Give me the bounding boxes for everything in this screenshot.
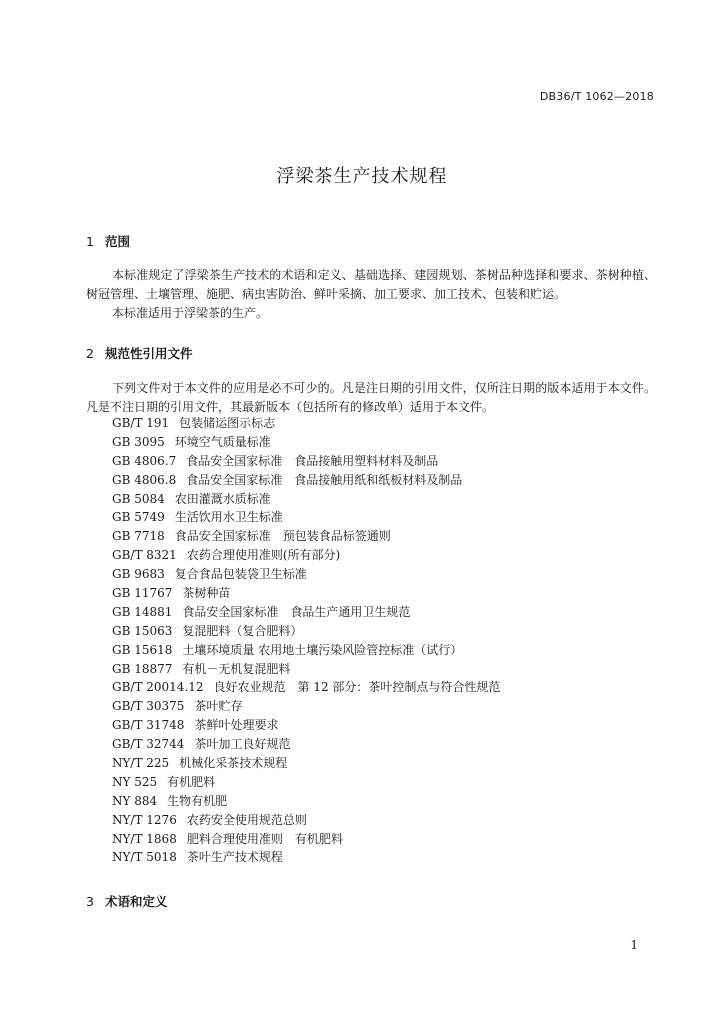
reference-item xyxy=(112,811,500,830)
reference-title: 茶树种苗 xyxy=(182,586,231,601)
page-number: 1 xyxy=(630,938,638,952)
reference-code: GB/T 32744 xyxy=(112,737,185,752)
reference-title: 环境空气质量标准 xyxy=(174,434,271,449)
section-title: 术语和定义 xyxy=(105,894,168,909)
reference-item xyxy=(112,678,500,697)
section-heading-normative-references xyxy=(86,344,193,362)
reference-title: 土壤环境质量 农用地土壤污染风险管控标准（试行） xyxy=(182,642,463,657)
reference-code: GB 3095 xyxy=(112,434,165,449)
reference-item xyxy=(112,584,500,603)
reference-item xyxy=(112,773,500,792)
reference-item xyxy=(112,508,500,527)
reference-item xyxy=(112,716,500,735)
reference-title: 有机肥料 xyxy=(167,774,216,789)
reference-title: 包装储运图示标志 xyxy=(179,416,276,430)
reference-title: 生物有机肥 xyxy=(167,793,228,808)
section-heading-terms-and-definitions xyxy=(86,892,168,910)
reference-title: 有机－无机复混肥料 xyxy=(182,661,291,676)
reference-item xyxy=(112,603,500,622)
reference-item xyxy=(112,527,500,546)
reference-item xyxy=(112,792,500,811)
reference-item xyxy=(112,754,500,773)
reference-title: 机械化采茶技术规程 xyxy=(179,756,288,771)
reference-title: 农药安全使用规范总则 xyxy=(186,812,307,827)
paragraph xyxy=(86,304,656,323)
reference-code: GB 4806.8 xyxy=(112,472,177,487)
reference-code: GB/T 31748 xyxy=(112,718,185,733)
reference-item xyxy=(112,471,500,490)
reference-title: 良好农业规范 第 12 部分：茶叶控制点与符合性规范 xyxy=(213,680,501,695)
reference-title: 生活饮用水卫生标准 xyxy=(174,510,283,525)
reference-title: 复混肥料（复合肥料） xyxy=(182,623,303,638)
reference-title: 农药合理使用准则(所有部分) xyxy=(186,548,341,563)
reference-title: 农田灌溉水质标准 xyxy=(174,491,271,506)
section-title: 范围 xyxy=(105,234,131,249)
paragraph-text: 本标准适用于浮梁茶的生产。 xyxy=(112,306,269,320)
document-code: DB36/T 1062—2018 xyxy=(539,90,654,103)
reference-item xyxy=(112,565,500,584)
reference-item xyxy=(112,452,500,471)
reference-code: NY/T 1868 xyxy=(112,831,177,846)
paragraph-text: 下列文件对于本文件的应用是必不可少的。凡是注日期的引用文件，仅所注日期的版本适用于本文件。凡是不注日期的引用文件，其最新版本（包括所有的修改单）适用于本文件。 xyxy=(86,381,656,414)
reference-code: GB/T 8321 xyxy=(112,548,177,563)
reference-code: GB/T 191 xyxy=(112,416,170,430)
reference-item xyxy=(112,433,500,452)
section-heading-scope xyxy=(86,232,130,250)
reference-code: NY 884 xyxy=(112,793,158,808)
reference-item xyxy=(112,697,500,716)
reference-code: GB 14881 xyxy=(112,604,173,619)
paragraph xyxy=(86,379,656,417)
reference-title: 复合食品包装袋卫生标准 xyxy=(174,567,307,582)
reference-code: GB/T 20014.12 xyxy=(112,680,204,695)
section-number: 1 xyxy=(86,234,94,249)
reference-item xyxy=(112,622,500,641)
reference-code: NY/T 5018 xyxy=(112,850,177,865)
reference-code: GB 7718 xyxy=(112,529,165,544)
reference-code: GB 15618 xyxy=(112,642,173,657)
reference-code: GB 15063 xyxy=(112,623,173,638)
reference-title: 食品安全国家标准 食品接触用纸和纸板材料及制品 xyxy=(186,472,463,487)
section-title: 规范性引用文件 xyxy=(105,346,193,361)
reference-code: GB 5749 xyxy=(112,510,165,525)
reference-item xyxy=(112,546,500,565)
reference-item xyxy=(112,641,500,660)
reference-code: GB 18877 xyxy=(112,661,173,676)
paragraph-text: 本标准规定了浮梁茶生产技术的术语和定义、基础选择、建园规划、茶树品种选择和要求、茶树种植、树冠管理、土壤管理、施肥、病虫害防治、鲜叶采摘、加工要求、加工技术、包装和贮运。 xyxy=(86,268,656,301)
reference-item xyxy=(112,848,500,867)
reference-title: 茶叶生产技术规程 xyxy=(186,850,283,865)
reference-code: GB 11767 xyxy=(112,586,173,601)
page-title: 浮梁茶生产技术规程 xyxy=(276,166,448,187)
reference-item xyxy=(112,414,500,433)
reference-list xyxy=(112,414,500,867)
section-number: 3 xyxy=(86,894,94,909)
reference-code: GB 9683 xyxy=(112,567,165,582)
reference-code: GB/T 30375 xyxy=(112,699,185,714)
reference-code: NY/T 225 xyxy=(112,756,170,771)
reference-item xyxy=(112,490,500,509)
reference-code: GB 5084 xyxy=(112,491,165,506)
section-number: 2 xyxy=(86,346,94,361)
reference-code: NY/T 1276 xyxy=(112,812,177,827)
paragraph xyxy=(86,266,656,304)
reference-item xyxy=(112,660,500,679)
reference-item xyxy=(112,830,500,849)
reference-title: 茶叶贮存 xyxy=(194,699,243,714)
reference-code: NY 525 xyxy=(112,774,158,789)
reference-title: 茶叶加工良好规范 xyxy=(194,737,291,752)
reference-item xyxy=(112,735,500,754)
reference-title: 食品安全国家标准 预包装食品标签通则 xyxy=(174,529,391,544)
reference-code: GB 4806.7 xyxy=(112,453,177,468)
reference-title: 食品安全国家标准 食品生产通用卫生规范 xyxy=(182,604,411,619)
reference-title: 食品安全国家标准 食品接触用塑料材料及制品 xyxy=(186,453,439,468)
reference-title: 茶鲜叶处理要求 xyxy=(194,718,279,733)
reference-title: 肥料合理使用准则 有机肥料 xyxy=(186,831,343,846)
